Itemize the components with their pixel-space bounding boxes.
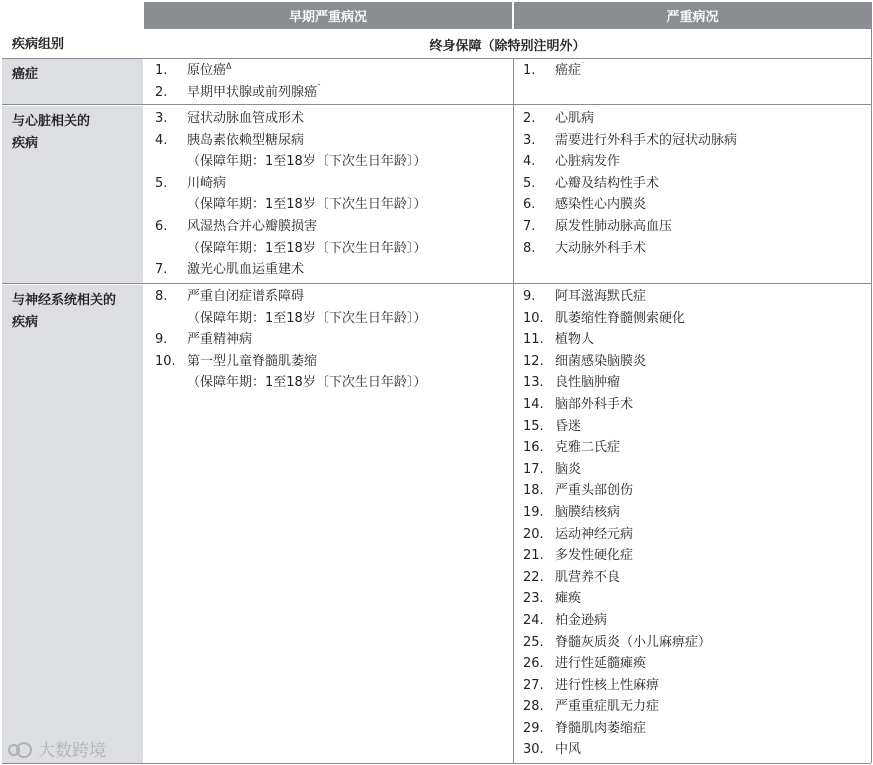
item-number: 5. [523,175,536,191]
item-number: 10. [523,310,544,326]
item-text: 激光心肌血运重建术 [187,262,305,278]
rule [2,104,871,105]
rule [2,763,871,764]
item-text: 心脏病发作 [555,154,621,170]
item-text: 脑膜结核病 [555,504,621,520]
item-text: 多发性硬化症 [555,548,634,564]
item-text: 运动神经元病 [555,526,634,542]
item-text: （保障年期：1至18岁〔下次生日年龄〕） [187,310,427,326]
item-number: 20. [523,526,544,542]
item-number: 14. [523,396,544,412]
item-text: 柏金逊病 [555,612,608,628]
item-text: （保障年期：1至18岁〔下次生日年龄〕） [187,375,427,391]
item-text: （保障年期：1至18岁〔下次生日年龄〕） [187,154,427,170]
item-number: 2. [155,84,168,100]
item-text: 严重自闭症谱系障碍 [187,289,305,304]
item-number: 12. [523,353,544,369]
item-number: 7. [523,218,536,234]
group-name-heart: 与心脏相关的 疾病 [12,114,91,151]
item-text: 严重重症肌无力症 [555,699,660,715]
item-text: 早期甲状腺或前列腺癌$^ˉ$ [187,83,322,100]
watermark: 大数跨境 [8,736,106,761]
item-number: 4. [523,154,536,170]
item-text: 严重精神病 [187,332,253,348]
item-number: 3. [523,132,536,148]
item-number: 6. [155,218,168,234]
item-number: 11. [523,332,544,348]
item-number: 27. [523,677,544,693]
group-label: 疾病组别 [12,37,65,52]
item-text: 原位癌$^\Delta$ [187,61,232,78]
item-number: 24. [523,612,544,628]
group-label-cell [2,31,143,58]
item-number: 3. [155,111,168,126]
item-number: 22. [523,569,544,585]
item-text: 严重头部创伤 [555,483,634,499]
item-text: 克雅二氏症 [555,440,621,456]
item-number: 5. [155,175,168,191]
item-text: 细菌感染脑膜炎 [555,353,647,369]
item-text: 需要进行外科手术的冠状动脉病 [555,132,738,148]
table-edge [871,2,872,763]
footnote-mark: ˙ [581,61,586,71]
column-divider [513,59,514,763]
item-text: 良性脑肿瘤 [555,375,621,391]
item-number: 23. [523,591,544,607]
item-number: 4. [155,132,168,148]
severe-header: 严重病况 [514,2,871,29]
item-number: 15. [523,418,544,434]
item-text: 瘫痪 [555,591,582,607]
item-text: 冠状动脉血管成形术 [187,111,305,126]
rule [2,283,871,284]
item-text: （保障年期：1至18岁〔下次生日年龄〕） [187,197,427,213]
item-text: 原发性肺动脉高血压 [555,218,673,234]
item-number: 16. [523,440,544,456]
item-text: 进行性核上性麻痹 [555,677,660,693]
item-number: 9. [155,332,168,348]
item-text: 第一型儿童脊髓肌萎缩 [187,353,318,369]
item-number: 21. [523,548,544,564]
item-text: 感染性心内膜炎 [555,197,647,213]
item-number: 8. [155,289,168,304]
footnote-mark: Δ [226,61,232,71]
item-text: 昏迷 [555,418,582,434]
item-number: 30. [523,742,544,758]
footnote-mark: ˉ [317,83,322,93]
group-name-neuro: 与神经系统相关的 疾病 [12,293,117,330]
item-number: 8. [523,240,536,256]
group-name-cancer: 癌症 [12,67,39,82]
item-text: 癌症˙ [555,61,586,78]
item-text: 风湿热合并心瓣膜损害 [187,218,318,234]
item-number: 18. [523,483,544,499]
item-text: 阿耳滋海默氏症 [555,289,647,304]
item-text: 胰岛素依赖型糖尿病 [187,132,305,148]
group-cell-heart [2,106,143,283]
group-cell-cancer [2,59,143,104]
group-cell-neuro [2,285,143,763]
item-text: 脑部外科手术 [555,396,634,412]
item-text: 大动脉外科手术 [555,240,647,256]
item-text: 心肌病 [555,111,595,126]
rule [2,58,871,59]
item-number: 19. [523,504,544,520]
item-text: 肌营养不良 [555,569,621,585]
item-text: 脊髓肌肉萎缩症 [555,720,647,736]
item-number: 6. [523,197,536,213]
item-number: 9. [523,289,536,304]
item-text: 脑炎 [555,461,582,477]
item-number: 26. [523,656,544,672]
item-number: 25. [523,634,544,650]
item-text: 心瓣及结构性手术 [555,175,660,191]
item-number: 7. [155,262,168,278]
item-number: 13. [523,375,544,391]
item-text: 肌萎缩性脊髓侧索硬化 [555,310,686,326]
item-number: 2. [523,111,536,126]
item-number: 29. [523,720,544,736]
item-text: 脊髓灰质炎（小儿麻痹症） [555,634,712,650]
item-number: 1. [523,63,536,78]
early-severe-header: 早期严重病况 [144,2,512,29]
item-number: 10. [155,353,176,369]
item-text: 川崎病 [187,175,227,191]
item-text: 植物人 [555,332,595,348]
coverage-title: 终身保障（除特别注明外） [429,39,586,54]
item-text: 进行性延髓瘫痪 [555,656,647,672]
item-text: （保障年期：1至18岁〔下次生日年龄〕） [187,240,427,256]
watermark-logo-icon [8,740,34,758]
item-number: 1. [155,63,168,78]
item-number: 17. [523,461,544,477]
item-number: 28. [523,699,544,715]
item-text: 中风 [555,742,582,758]
